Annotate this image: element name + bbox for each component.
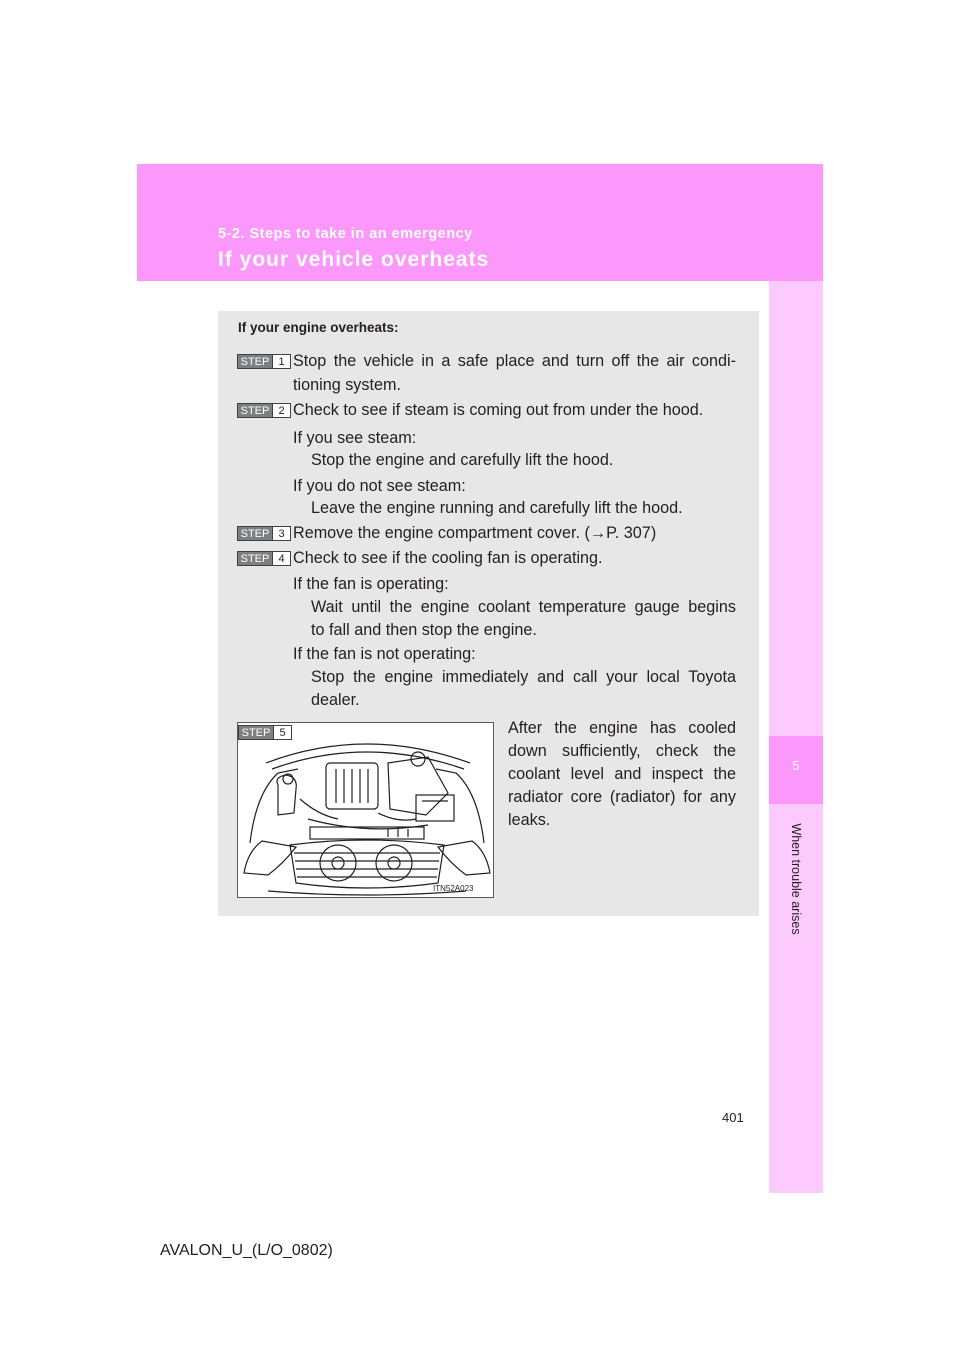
section-label: 5-2. Steps to take in an emergency xyxy=(218,226,473,242)
step-badge-number: 1 xyxy=(272,355,290,368)
step-3-text: Remove the engine compartment cover. (→P. 307) xyxy=(293,524,657,542)
step-4-condition-2: If the fan is not operating: xyxy=(293,645,476,663)
step-badge-4 xyxy=(237,551,291,566)
chapter-number: 5 xyxy=(792,758,800,773)
step-5-line-3: coolant level and inspect the xyxy=(508,765,736,783)
step-badge-number: 4 xyxy=(272,552,290,565)
engine-illustration-svg xyxy=(238,723,494,898)
step-badge-label: STEP xyxy=(240,528,270,540)
figure-code: ITN52A023 xyxy=(433,884,474,893)
step-4-condition-1: If the fan is operating: xyxy=(293,575,449,593)
step-2-action-1: Stop the engine and carefully lift the hood. xyxy=(311,451,614,469)
step-badge-number: 2 xyxy=(272,404,290,417)
step-2-text: Check to see if steam is coming out from under the hood. xyxy=(293,401,704,419)
step-badge-label: STEP xyxy=(241,727,271,739)
step-4-action-2-line2: dealer. xyxy=(311,691,360,709)
step-5-line-1: After the engine has cooled xyxy=(508,719,736,737)
step-badge-5 xyxy=(238,725,292,740)
chapter-title xyxy=(762,814,830,944)
step-badge-1 xyxy=(237,354,291,369)
step-2-action-2: Leave the engine running and carefully lift the hood. xyxy=(311,499,683,517)
step-5-line-4: radiator core (radiator) for any xyxy=(508,788,736,806)
step-4-action-1-line1: Wait until the engine coolant temperature gauge begins xyxy=(311,598,736,616)
step-1-text-line2: tioning system. xyxy=(293,376,401,394)
engine-compartment-illustration xyxy=(237,722,494,898)
page-number: 401 xyxy=(722,1110,744,1125)
step-badge-label: STEP xyxy=(240,405,270,417)
step-badge-2 xyxy=(237,403,291,418)
step-1-text-line1: Stop the vehicle in a safe place and turn off the air condi- xyxy=(293,352,736,370)
step-badge-label: STEP xyxy=(240,553,270,565)
step-4-text: Check to see if the cooling fan is operating. xyxy=(293,549,603,567)
step-5-line-2: down sufficiently, check the xyxy=(508,742,736,760)
step-badge-label: STEP xyxy=(240,356,270,368)
step-badge-number: 3 xyxy=(272,527,290,540)
chapter-title-text: When trouble arises xyxy=(789,823,803,935)
step-4-action-1-line2: to fall and then stop the engine. xyxy=(311,621,537,639)
step-5-line-5: leaks. xyxy=(508,811,551,829)
step-badge-3 xyxy=(237,526,291,541)
document-code: AVALON_U_(L/O_0802) xyxy=(160,1242,333,1259)
page-title: If your vehicle overheats xyxy=(218,248,490,271)
step-badge-number: 5 xyxy=(273,726,291,739)
step-4-action-2-line1: Stop the engine immediately and call your local Toyota xyxy=(311,668,736,686)
step-2-condition-1: If you see steam: xyxy=(293,429,417,447)
step-2-condition-2: If you do not see steam: xyxy=(293,477,466,495)
intro-heading: If your engine overheats: xyxy=(238,320,399,335)
